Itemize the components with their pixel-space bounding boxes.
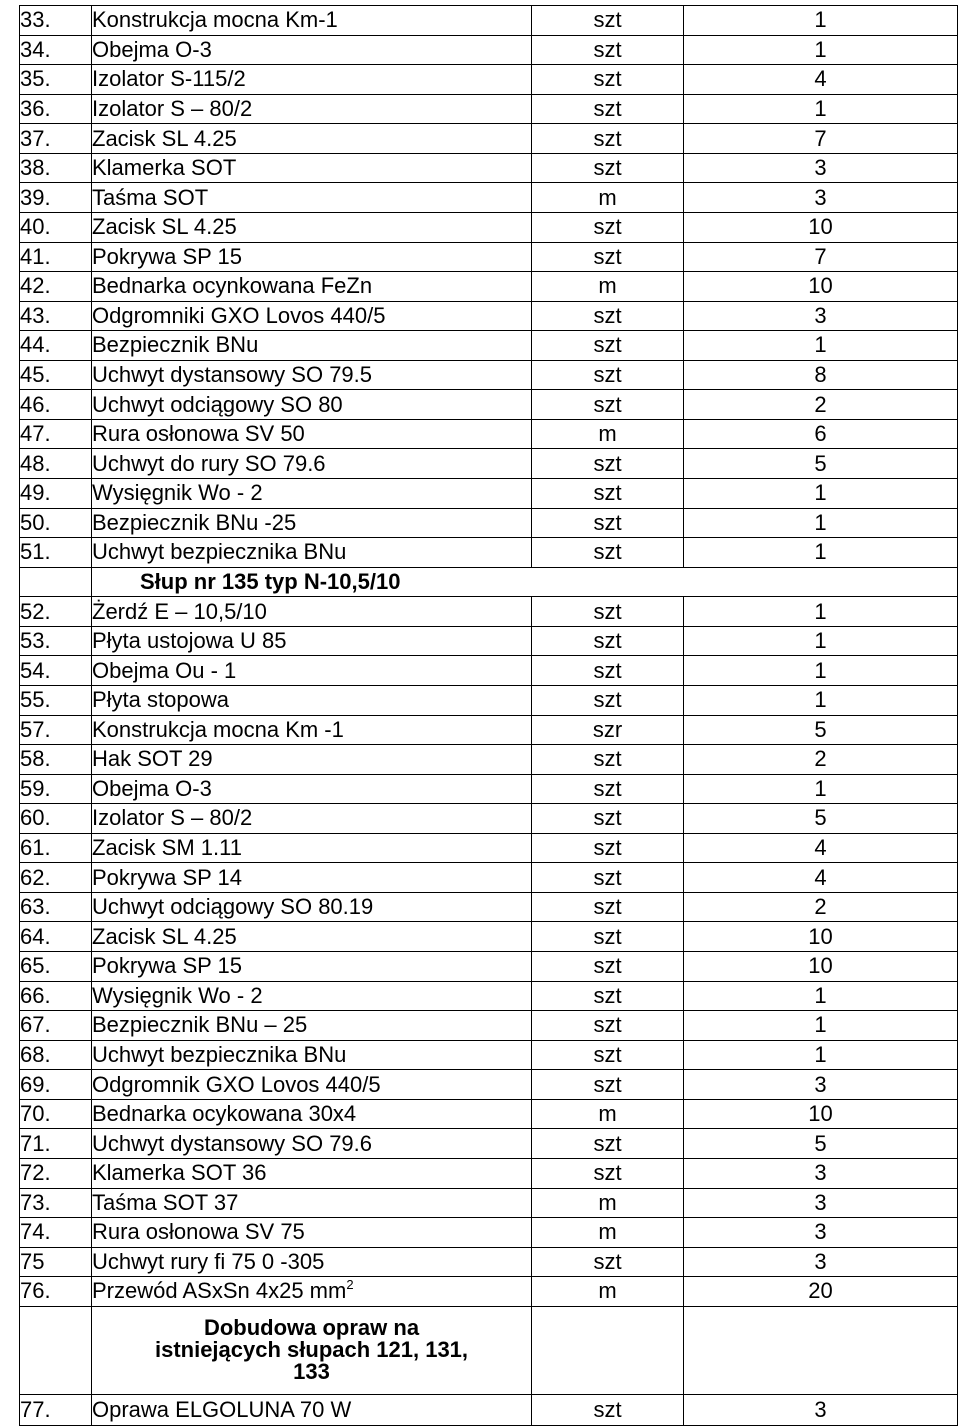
item-name: Bezpiecznik BNu -25 [92,508,532,538]
item-name: Uchwyt odciągowy SO 80.19 [92,892,532,922]
table-row [20,1218,958,1248]
item-quantity: 10 [684,1099,958,1129]
item-unit: szt [532,892,684,922]
item-name: Taśma SOT 37 [92,1188,532,1218]
item-unit: szt [532,242,684,272]
item-name: Pokrywa SP 15 [92,242,532,272]
item-quantity: 1 [684,479,958,509]
item-quantity: 1 [684,685,958,715]
item-name: Płyta stopowa [92,685,532,715]
item-quantity: 5 [684,449,958,479]
item-quantity: 1 [684,1040,958,1070]
item-name: Taśma SOT [92,183,532,213]
item-number: 59. [20,774,92,804]
item-unit: szt [532,6,684,36]
item-quantity: 5 [684,715,958,745]
table-row [20,419,958,449]
item-unit: szt [532,981,684,1011]
item-quantity: 10 [684,922,958,952]
item-name: Wysięgnik Wo - 2 [92,981,532,1011]
item-unit: szt [532,745,684,775]
item-unit: szt [532,65,684,95]
item-name: Uchwyt odciągowy SO 80 [92,390,532,420]
item-number: 72. [20,1158,92,1188]
item-quantity: 3 [684,183,958,213]
item-unit: szt [532,508,684,538]
item-unit: szt [532,124,684,154]
item-number: 39. [20,183,92,213]
table-row [20,449,958,479]
item-unit: szt [532,1129,684,1159]
item-quantity: 1 [684,94,958,124]
item-name: Klamerka SOT 36 [92,1158,532,1188]
item-number: 45. [20,360,92,390]
item-quantity: 4 [684,65,958,95]
item-name: Odgromnik GXO Lovos 440/5 [92,1070,532,1100]
item-name [92,1277,532,1307]
table-row [20,1158,958,1188]
item-quantity: 1 [684,656,958,686]
table-row [20,242,958,272]
table-row [20,685,958,715]
section-header: Słup nr 135 typ N-10,5/10 [92,567,958,597]
table-row [20,922,958,952]
table-row [20,65,958,95]
item-name: Izolator S – 80/2 [92,94,532,124]
item-unit: szt [532,1040,684,1070]
item-number: 63. [20,892,92,922]
item-name: Klamerka SOT [92,153,532,183]
item-unit: szt [532,774,684,804]
item-quantity: 1 [684,626,958,656]
item-number: 71. [20,1129,92,1159]
table-row [20,1011,958,1041]
item-name-text: Przewód ASxSn 4x25 mm [92,1278,347,1304]
item-unit: szt [532,922,684,952]
empty-cell [20,1306,92,1394]
item-number: 38. [20,153,92,183]
item-quantity: 1 [684,35,958,65]
item-quantity: 5 [684,1129,958,1159]
item-name: Uchwyt do rury SO 79.6 [92,449,532,479]
item-quantity: 2 [684,892,958,922]
item-unit: m [532,419,684,449]
section-header-line: Dobudowa opraw na [203,1315,420,1341]
item-unit: szt [532,685,684,715]
empty-cell [684,1306,958,1394]
item-quantity: 1 [684,331,958,361]
item-unit: szr [532,715,684,745]
item-quantity: 20 [684,1277,958,1307]
item-number: 33. [20,6,92,36]
item-quantity: 7 [684,242,958,272]
item-quantity: 1 [684,6,958,36]
item-unit: szt [532,449,684,479]
item-quantity: 3 [684,1395,958,1426]
table-row [20,272,958,302]
table-row [20,863,958,893]
table-row [20,479,958,509]
item-unit: szt [532,301,684,331]
item-number: 57. [20,715,92,745]
item-name: Izolator S-115/2 [92,65,532,95]
table-row [20,1247,958,1277]
item-name: Konstrukcja mocna Km -1 [92,715,532,745]
table-row [20,360,958,390]
item-unit: szt [532,212,684,242]
item-number: 69. [20,1070,92,1100]
table-row [20,1040,958,1070]
item-number: 67. [20,1011,92,1041]
item-quantity: 10 [684,272,958,302]
section-header [92,1306,532,1394]
item-name: Odgromniki GXO Lovos 440/5 [92,301,532,331]
item-unit: szt [532,538,684,568]
item-number: 37. [20,124,92,154]
item-unit: m [532,1218,684,1248]
item-number: 60. [20,804,92,834]
item-unit: m [532,1277,684,1307]
table-row [20,1070,958,1100]
item-name: Uchwyt bezpiecznika BNu [92,1040,532,1070]
item-unit: szt [532,390,684,420]
table-row [20,212,958,242]
table-row [20,508,958,538]
item-name: Płyta ustojowa U 85 [92,626,532,656]
item-number: 48. [20,449,92,479]
item-name: Bezpiecznik BNu [92,331,532,361]
table-row [20,656,958,686]
item-name: Bednarka ocykowana 30x4 [92,1099,532,1129]
item-number: 34. [20,35,92,65]
item-unit: szt [532,952,684,982]
item-number: 64. [20,922,92,952]
item-quantity: 4 [684,833,958,863]
table-row [20,331,958,361]
item-quantity: 3 [684,1247,958,1277]
materials-table-body [20,6,958,1426]
item-quantity: 8 [684,360,958,390]
section-header-row [20,567,958,597]
item-unit: szt [532,804,684,834]
section-header-line: istniejących słupach 121, 131, [154,1337,469,1363]
item-quantity: 2 [684,745,958,775]
item-number: 68. [20,1040,92,1070]
table-row [20,153,958,183]
item-name: Obejma Ou - 1 [92,656,532,686]
item-quantity: 4 [684,863,958,893]
item-unit: m [532,1188,684,1218]
item-number: 44. [20,331,92,361]
item-unit: szt [532,1395,684,1426]
item-name: Pokrywa SP 15 [92,952,532,982]
item-quantity: 3 [684,1218,958,1248]
item-quantity: 6 [684,419,958,449]
item-unit: m [532,183,684,213]
table-row [20,124,958,154]
item-number: 51. [20,538,92,568]
item-name: Zacisk SL 4.25 [92,212,532,242]
table-row [20,981,958,1011]
table-row [20,745,958,775]
table-row [20,1099,958,1129]
table-row [20,1129,958,1159]
item-unit: szt [532,479,684,509]
empty-cell [532,1306,684,1394]
section-header-row [20,1306,958,1394]
item-number: 40. [20,212,92,242]
item-name: Obejma O-3 [92,774,532,804]
item-quantity: 3 [684,1188,958,1218]
item-number: 43. [20,301,92,331]
table-row [20,1277,958,1307]
item-unit: szt [532,35,684,65]
item-number: 75 [20,1247,92,1277]
item-name: Oprawa ELGOLUNA 70 W [92,1395,532,1426]
table-row [20,390,958,420]
item-number: 49. [20,479,92,509]
table-row [20,952,958,982]
item-number: 41. [20,242,92,272]
item-number: 47. [20,419,92,449]
table-row [20,94,958,124]
item-name: Pokrywa SP 14 [92,863,532,893]
item-unit: szt [532,656,684,686]
item-quantity: 10 [684,952,958,982]
item-number: 77. [20,1395,92,1426]
superscript: 2 [346,1277,354,1293]
item-unit: szt [532,1070,684,1100]
table-row [20,715,958,745]
item-name: Uchwyt dystansowy SO 79.5 [92,360,532,390]
item-name: Rura osłonowa SV 75 [92,1218,532,1248]
table-row [20,6,958,36]
item-unit: szt [532,626,684,656]
item-name: Izolator S – 80/2 [92,804,532,834]
item-name: Uchwyt bezpiecznika BNu [92,538,532,568]
table-row [20,597,958,627]
item-unit: szt [532,1247,684,1277]
item-name: Uchwyt dystansowy SO 79.6 [92,1129,532,1159]
item-quantity: 1 [684,981,958,1011]
table-row [20,301,958,331]
table-row [20,538,958,568]
item-name: Żerdź E – 10,5/10 [92,597,532,627]
item-quantity: 5 [684,804,958,834]
item-name: Zacisk SM 1.11 [92,833,532,863]
item-number: 42. [20,272,92,302]
item-unit: szt [532,833,684,863]
item-name: Rura osłonowa SV 50 [92,419,532,449]
item-quantity: 1 [684,538,958,568]
item-number: 76. [20,1277,92,1307]
table-row [20,183,958,213]
table-row [20,1188,958,1218]
item-unit: szt [532,863,684,893]
item-name: Obejma O-3 [92,35,532,65]
item-number: 35. [20,65,92,95]
item-name: Wysięgnik Wo - 2 [92,479,532,509]
item-unit: szt [532,1011,684,1041]
section-header-line: 133 [293,1359,330,1385]
item-name: Zacisk SL 4.25 [92,922,532,952]
table-row [20,774,958,804]
table-row [20,892,958,922]
table-row [20,35,958,65]
item-number: 62. [20,863,92,893]
item-quantity: 3 [684,301,958,331]
item-unit: m [532,1099,684,1129]
item-number: 65. [20,952,92,982]
item-quantity: 2 [684,390,958,420]
item-quantity: 1 [684,508,958,538]
item-quantity: 3 [684,1158,958,1188]
item-name: Bednarka ocynkowana FeZn [92,272,532,302]
item-number: 52. [20,597,92,627]
materials-table [19,5,958,1426]
item-quantity: 7 [684,124,958,154]
item-number: 54. [20,656,92,686]
item-unit: szt [532,94,684,124]
item-unit: szt [532,153,684,183]
item-unit: szt [532,597,684,627]
item-quantity: 1 [684,597,958,627]
item-number: 36. [20,94,92,124]
item-number: 61. [20,833,92,863]
item-number: 70. [20,1099,92,1129]
item-unit: szt [532,331,684,361]
item-quantity: 10 [684,212,958,242]
item-number: 53. [20,626,92,656]
item-number: 55. [20,685,92,715]
item-name: Hak SOT 29 [92,745,532,775]
empty-cell [20,567,92,597]
item-number: 74. [20,1218,92,1248]
item-name: Bezpiecznik BNu – 25 [92,1011,532,1041]
item-name: Konstrukcja mocna Km-1 [92,6,532,36]
item-name: Zacisk SL 4.25 [92,124,532,154]
item-name: Uchwyt rury fi 75 0 -305 [92,1247,532,1277]
item-number: 73. [20,1188,92,1218]
item-number: 50. [20,508,92,538]
item-quantity: 1 [684,1011,958,1041]
item-quantity: 3 [684,153,958,183]
item-unit: m [532,272,684,302]
item-number: 58. [20,745,92,775]
item-number: 66. [20,981,92,1011]
table-row [20,804,958,834]
item-quantity: 3 [684,1070,958,1100]
table-row [20,833,958,863]
item-unit: szt [532,1158,684,1188]
item-quantity: 1 [684,774,958,804]
item-unit: szt [532,360,684,390]
table-row [20,626,958,656]
table-row [20,1395,958,1426]
item-number: 46. [20,390,92,420]
